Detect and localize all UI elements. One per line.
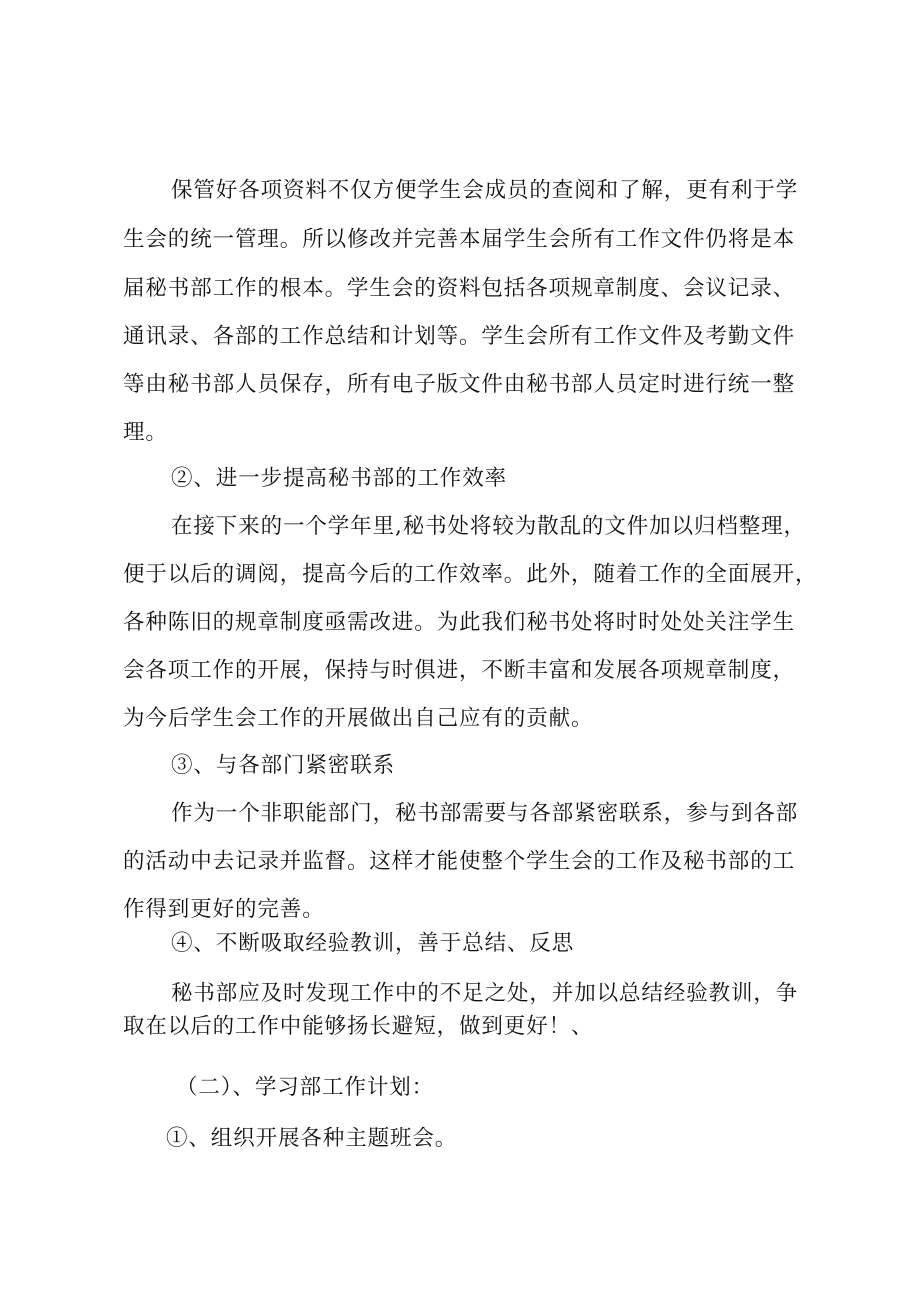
paragraph-line: 会各项工作的开展，保持与时俱进，不断丰富和发展各项规章制度， (123, 658, 796, 683)
paragraph-line: 保管好各项资料不仅方便学生会成员的查阅和了解，更有利于学 (171, 178, 799, 203)
paragraph-line: 秘书部应及时发现工作中的不足之处，并加以总结经验教训，争 (171, 981, 799, 1006)
paragraph-line: 作为一个非职能部门，秘书部需要与各部紧密联系，参与到各部 (171, 801, 799, 826)
section-heading: ①、组织开展各种主题班会。 (166, 1126, 458, 1151)
paragraph-line: 的活动中去记录并监督。这样才能使整个学生会的工作及秘书部的工 (123, 849, 796, 874)
paragraph-line: 生会的统一管理。所以修改并完善本届学生会所有工作文件仍将是本 (123, 227, 796, 252)
paragraph-line: 取在以后的工作中能够扬长避短，做到更好！、 (123, 1014, 594, 1039)
paragraph-line: 在接下来的一个学年里,秘书处将较为散乱的文件加以归档整理， (171, 514, 806, 539)
section-heading: ④、不断吸取经验教训，善于总结、反思 (171, 931, 575, 956)
paragraph-line: 便于以后的调阅，提高今后的工作效率。此外，随着工作的全面展开， (123, 562, 818, 587)
section-heading: ②、进一步提高秘书部的工作效率 (171, 466, 508, 491)
paragraph-line: 为今后学生会工作的开展做出自己应有的贡献。 (123, 706, 594, 731)
section-heading: （二）、学习部工作计划： (176, 1075, 435, 1100)
section-heading: ③、与各部门紧密联系 (171, 753, 396, 778)
paragraph-line: 理。 (123, 420, 168, 445)
paragraph-line: 届秘书部工作的根本。学生会的资料包括各项规章制度、会议记录、 (123, 276, 796, 301)
paragraph-line: 作得到更好的完善。 (123, 897, 325, 922)
paragraph-line: 通讯录、各部的工作总结和计划等。学生会所有工作文件及考勤文件 (123, 324, 796, 349)
paragraph-line: 等由秘书部人员保存，所有电子版文件由秘书部人员定时进行统一整 (123, 372, 796, 397)
paragraph-line: 各种陈旧的规章制度亟需改进。为此我们秘书处将时时处处关注学生 (123, 610, 796, 635)
